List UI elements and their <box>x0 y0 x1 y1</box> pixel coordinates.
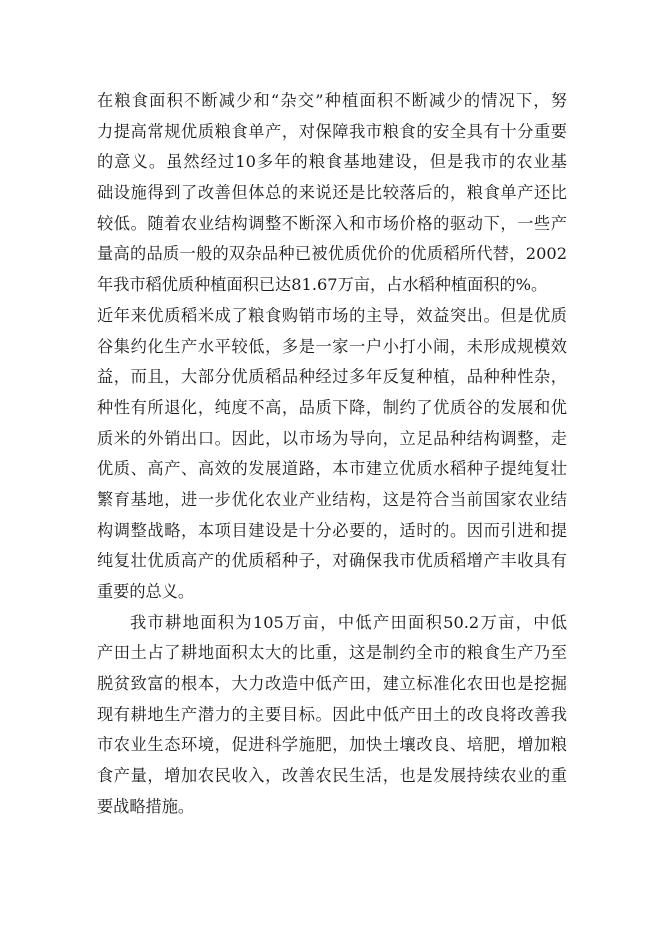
text-line: 力提高常规优质粮食单产，对保障我市粮食的安全具有十分重要 <box>97 121 567 141</box>
text-line: 优质、高产、高效的发展道路，本市建立优质水稻种子提纯复壮 <box>97 459 567 479</box>
body-text <box>97 86 567 823</box>
text-line: 构调整战略，本项目建设是十分必要的，适时的。因而引进和提 <box>97 520 567 540</box>
text-line: 量高的品质一般的双杂品种已被优质优价的优质稻所代替，2002 <box>97 244 567 264</box>
text-line: 繁育基地，进一步优化农业产业结构，这是符合当前国家农业结 <box>97 489 567 509</box>
text-line: 脱贫致富的根本，大力改造中低产田，建立标准化农田也是挖掘 <box>97 674 567 694</box>
text-line: 种性有所退化，纯度不高，品质下降，制约了优质谷的发展和优 <box>97 397 567 417</box>
text-line: 我市耕地面积为105万亩，中低产田面积50.2万亩，中低 <box>130 612 567 632</box>
text-line: 较低。随着农业结构调整不断深入和市场价格的驱动下，一些产 <box>97 213 567 233</box>
text-line: 重要的总义。 <box>97 582 195 601</box>
text-line: 年我市稻优质种植面积已达81.67万亩，占水稻种植面积的%。 <box>97 275 548 295</box>
text-line: 础设施得到了改善但体总的来说还是比较落后的，粮食单产还比 <box>97 183 567 203</box>
text-line: 产田土占了耕地面积太大的比重，这是制约全市的粮食生产乃至 <box>97 643 567 663</box>
text-line: 的意义。虽然经过10多年的粮食基地建设，但是我市的农业基 <box>97 152 567 172</box>
text-line: 纯复壮优质高产的优质稻种子，对确保我市优质稻增产丰收具有 <box>97 551 567 571</box>
text-line: 近年来优质稻米成了粮食购销市场的主导，效益突出。但是优质 <box>97 305 567 325</box>
text-line: 质米的外销出口。因此，以市场为导向，立足品种结构调整，走 <box>97 428 567 448</box>
text-line: 益，而且，大部分优质稻品种经过多年反复种植，品种种性杂， <box>97 367 567 387</box>
text-line: 谷集约化生产水平较低，多是一家一户小打小闹，未形成规模效 <box>97 336 567 356</box>
text-line: 在粮食面积不断减少和“杂交”种植面积不断减少的情况下，努 <box>97 91 567 110</box>
text-line: 市农业生态环境，促进科学施肥，加快土壤改良、培肥，增加粮 <box>97 735 567 755</box>
text-line: 要战略措施。 <box>97 796 195 816</box>
text-line: 食产量，增加农民收入，改善农民生活，也是发展持续农业的重 <box>97 766 567 786</box>
text-line: 现有耕地生产潜力的主要目标。因此中低产田土的改良将改善我 <box>97 704 567 724</box>
